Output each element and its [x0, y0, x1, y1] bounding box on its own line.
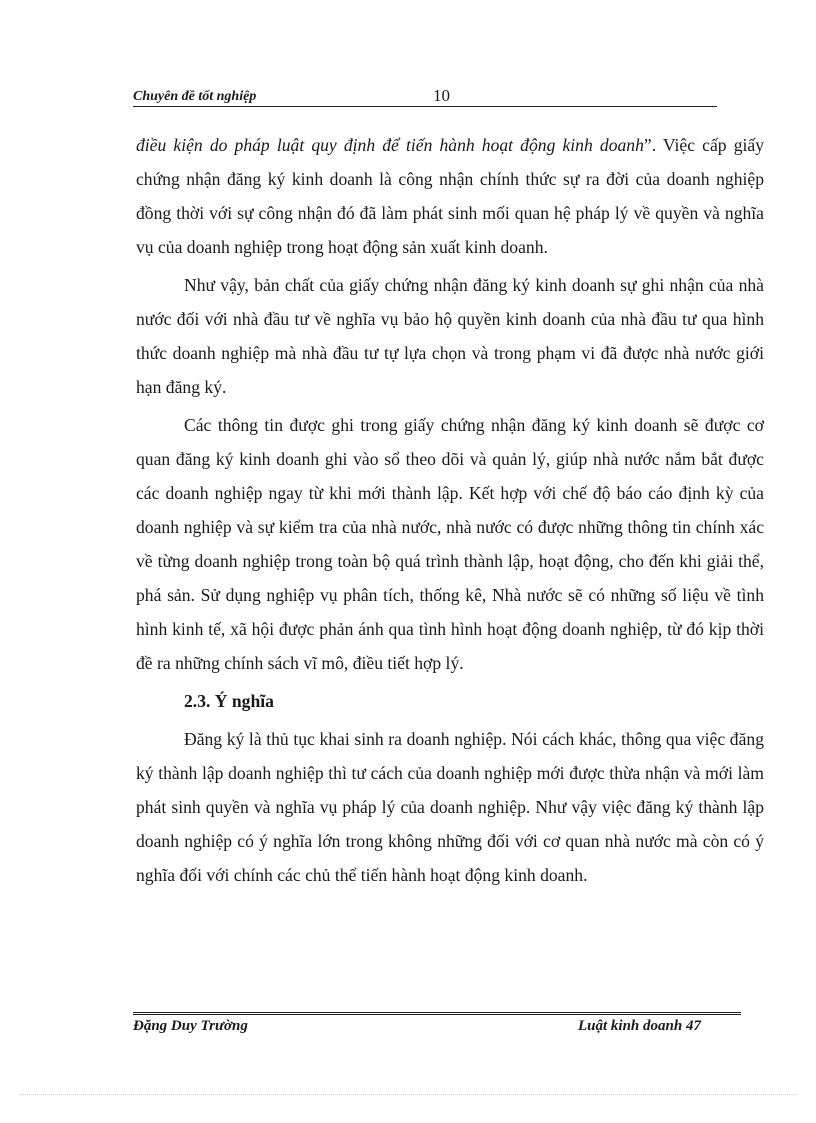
footer-author: Đặng Duy Trường: [133, 1018, 248, 1034]
footer-course: Luật kinh doanh 47: [578, 1018, 701, 1034]
paragraph: Các thông tin được ghi trong giấy chứng nhận đăng ký kinh doanh sẽ được cơ quan đăng ký kinh doanh ghi vào sổ theo dõi và quản lý, giúp nhà nước nắm bắt được các doanh nghiệp ngay từ khi mới thành lập. Kết hợp với chế độ báo cáo định kỳ của doanh nghiệp và sự kiểm tra của nhà nước, nhà nước có được những thông tin chính xác về từng doanh nghiệp trong toàn bộ quá trình thành lập, hoạt động, cho đến khi giải thể, phá sản. Sử dụng nghiệp vụ phân tích, thống kê, Nhà nước sẽ có những số liệu về tình hình kinh tế, xã hội được phản ánh qua tình hình hoạt động doanh nghiệp, từ đó kịp thời đề ra những chính sách vĩ mô, điều tiết hợp lý.: [136, 415, 764, 673]
paragraph-text: ”. Việc cấp giấy chứng nhận đăng ký kinh doanh là công nhận chính thức sự ra đời của doanh nghiệp đồng thời với sự công nhận đó đã làm phát sinh mối quan hệ pháp lý về quyền và nghĩa vụ của doanh nghiệp trong hoạt động sản xuất kinh doanh.: [136, 135, 764, 257]
quote-italic: điều kiện do pháp luật quy định để tiến hành hoạt động kinh doanh: [136, 135, 644, 155]
header-divider: [133, 106, 717, 107]
page-boundary: [20, 1094, 796, 1095]
page-number: 10: [433, 86, 450, 105]
paragraph: Đăng ký là thủ tục khai sinh ra doanh nghiệp. Nói cách khác, thông qua việc đăng ký thành lập doanh nghiệp thì tư cách của doanh nghiệp mới được thừa nhận và mới làm phát sinh quyền và nghĩa vụ pháp lý của doanh nghiệp. Như vậy việc đăng ký thành lập doanh nghiệp có ý nghĩa lớn trong không những đối với cơ quan nhà nước mà còn có ý nghĩa đối với chính các chủ thể tiến hành hoạt động kinh doanh.: [136, 729, 764, 885]
paragraph: Như vậy, bản chất của giấy chứng nhận đăng ký kinh doanh sự ghi nhận của nhà nước đối với nhà đầu tư về nghĩa vụ bảo hộ quyền kinh doanh của nhà đầu tư qua hình thức doanh nghiệp mà nhà đầu tư tự lựa chọn và trong phạm vi đã được nhà nước giới hạn đăng ký.: [136, 275, 764, 397]
section-heading: 2.3. Ý nghĩa: [184, 691, 274, 711]
page-header: [133, 84, 717, 108]
header-title: Chuyên đề tốt nghiệp: [133, 89, 257, 104]
document-body: [136, 128, 764, 896]
paragraph-continued: [136, 128, 764, 264]
footer-divider: [133, 1012, 741, 1017]
